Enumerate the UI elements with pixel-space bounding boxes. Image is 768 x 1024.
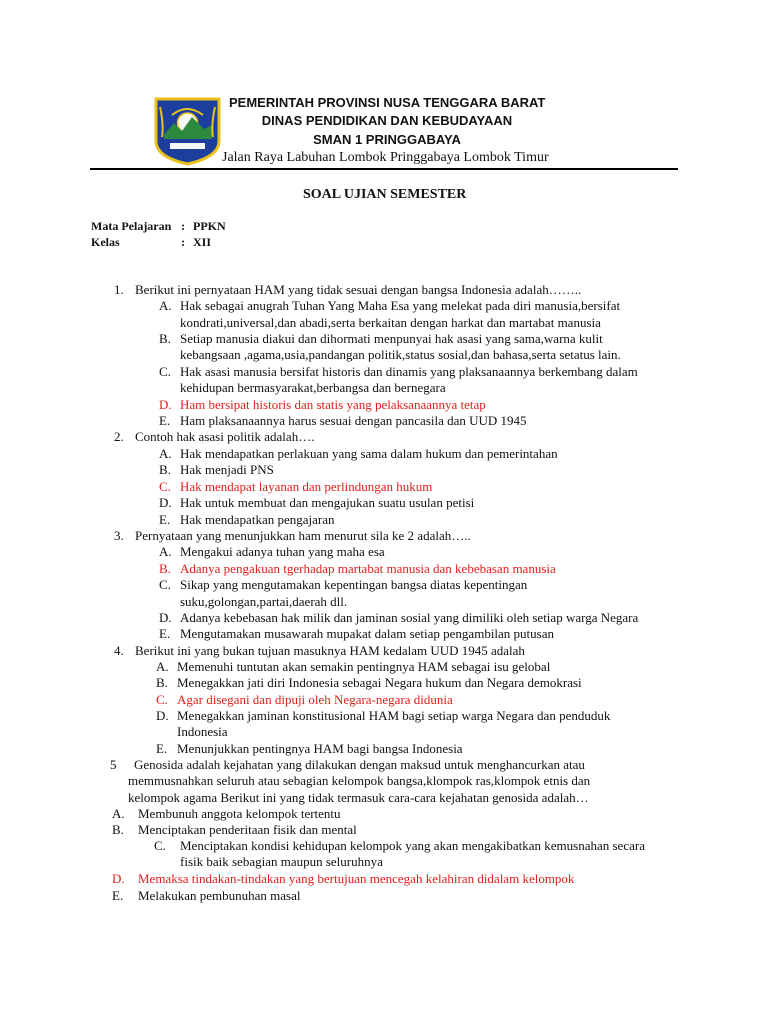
correct-option-text: Agar disegani dan dipuji oleh Negara-negara didunia <box>177 692 453 707</box>
option-letter: C. <box>154 838 166 853</box>
option-text: kondrati,universal,dan abadi,serta berkaitan dengan harkat dan martabat manusia <box>180 315 601 330</box>
option-letter: A. <box>156 659 169 674</box>
correct-option-letter: C. <box>156 692 168 707</box>
page-title: SOAL UJIAN SEMESTER <box>303 187 467 202</box>
question-number: 1. <box>114 282 124 297</box>
option-letter: D. <box>159 610 172 625</box>
option-text: Hak asasi manusia bersifat historis dan dinamis yang plaksanaannya berkembang dalam <box>180 364 638 379</box>
question-text: Contoh hak asasi politik adalah…. <box>135 429 315 444</box>
option-text: Mengutamakan musawarah mupakat dalam setiap pengambilan putusan <box>180 626 554 641</box>
subject-value: PPKN <box>193 219 226 233</box>
class-label: Kelas <box>91 235 120 249</box>
option-text: Membunuh anggota kelompok tertentu <box>138 806 341 821</box>
question-text: kelompok agama Berikut ini yang tidak termasuk cara-cara kejahatan genosida adalah… <box>128 790 589 805</box>
correct-option-text: Adanya pengakuan tgerhadap martabat manusia dan kebebasan manusia <box>180 561 556 576</box>
correct-option-letter: D. <box>112 871 125 886</box>
option-letter: C. <box>159 577 171 592</box>
header-school: SMAN 1 PRINGGABAYA <box>313 132 461 147</box>
option-text: Memenuhi tuntutan akan semakin pentingnya HAM sebagai isu gelobal <box>177 659 551 674</box>
option-letter: D. <box>156 708 169 723</box>
option-text: kehidupan bermasyarakat,berbangsa dan bernegara <box>180 380 446 395</box>
option-text: Adanya kebebasan hak milik dan jaminan sosial yang dimiliki oleh setiap warga Negara <box>180 610 639 625</box>
question-number: 4. <box>114 643 124 658</box>
header-province: PEMERINTAH PROVINSI NUSA TENGGARA BARAT <box>229 95 546 110</box>
correct-option-letter: D. <box>159 397 172 412</box>
question-text: Genosida adalah kejahatan yang dilakukan dengan maksud untuk menghancurkan atau <box>134 757 585 772</box>
option-text: Indonesia <box>177 724 228 739</box>
header-department: DINAS PENDIDIKAN DAN KEBUDAYAAN <box>261 113 513 128</box>
option-letter: A. <box>159 298 172 313</box>
option-letter: B. <box>159 462 171 477</box>
correct-option-text: Ham bersipat historis dan statis yang pelaksanaannya tetap <box>180 397 486 412</box>
option-text: Menunjukkan pentingnya HAM bagi bangsa Indonesia <box>177 741 463 756</box>
question-text: memmusnahkan seluruh atau sebagian kelompok bangsa,klompok ras,klompok etnis dan <box>128 773 591 788</box>
option-text: Menegakkan jati diri Indonesia sebagai Negara hukum dan Negara demokrasi <box>177 675 582 690</box>
option-text: Melakukan pembunuhan masal <box>138 888 301 903</box>
correct-option-letter: C. <box>159 479 171 494</box>
option-letter: E. <box>159 413 171 428</box>
option-text: Menegakkan jaminan konstitusional HAM bagi setiap warga Negara dan penduduk <box>177 708 611 723</box>
option-text: Menciptakan kondisi kehidupan kelompok yang akan mengakibatkan kemusnahan secara <box>180 838 645 853</box>
option-text: Sikap yang mengutamakan kepentingan bangsa diatas kepentingan <box>180 577 528 592</box>
option-letter: A. <box>159 446 172 461</box>
option-letter: C. <box>159 364 171 379</box>
class-value: XII <box>193 235 212 249</box>
option-letter: A. <box>112 806 125 821</box>
correct-option-letter: B. <box>159 561 171 576</box>
option-text: kebangsaan ,agama,usia,pandangan politik,status sosial,dan bahasa,serta setatus lain. <box>180 347 621 362</box>
question-text: Berikut ini yang bukan tujuan masuknya HAM kedalam UUD 1945 adalah <box>135 643 525 658</box>
option-letter: E. <box>156 741 168 756</box>
header-divider <box>90 168 678 170</box>
option-letter: E. <box>159 512 171 527</box>
option-letter: D. <box>159 495 172 510</box>
correct-option-text: Hak mendapat layanan dan perlindungan hukum <box>180 479 433 494</box>
question-number: 3. <box>114 528 124 543</box>
question-number: 2. <box>114 429 124 444</box>
question-text: Pernyataan yang menunjukkan ham menurut sila ke 2 adalah….. <box>135 528 471 543</box>
correct-option-text: Memaksa tindakan-tindakan yang bertujuan mencegah kelahiran didalam kelompok <box>138 871 575 886</box>
option-text: Menciptakan penderitaan fisik dan mental <box>138 822 357 837</box>
option-text: fisik baik sebagian maupun seluruhnya <box>180 854 383 869</box>
option-text: Hak menjadi PNS <box>180 462 274 477</box>
subject-label: Mata Pelajaran <box>91 219 172 233</box>
option-letter: E. <box>112 888 124 903</box>
question-text: Berikut ini pernyataan HAM yang tidak sesuai dengan bangsa Indonesia adalah…….. <box>135 282 582 297</box>
option-letter: B. <box>112 822 124 837</box>
question-number: 5 <box>110 757 117 772</box>
option-text: Hak sebagai anugrah Tuhan Yang Maha Esa yang melekat pada diri manusia,bersifat <box>180 298 621 313</box>
option-text: Ham plaksanaannya harus sesuai dengan pancasila dan UUD 1945 <box>180 413 527 428</box>
option-text: Hak untuk membuat dan mengajukan suatu usulan petisi <box>180 495 475 510</box>
option-letter: B. <box>159 331 171 346</box>
subject-separator: : <box>181 219 185 233</box>
provincial-emblem-logo <box>152 95 223 166</box>
option-text: suku,golongan,partai,daerah dll. <box>180 594 348 609</box>
option-text: Hak mendapatkan pengajaran <box>180 512 335 527</box>
option-letter: A. <box>159 544 172 559</box>
option-text: Mengakui adanya tuhan yang maha esa <box>180 544 385 559</box>
header-address: Jalan Raya Labuhan Lombok Pringgabaya Lombok Timur <box>222 150 549 165</box>
option-text: Hak mendapatkan perlakuan yang sama dalam hukum dan pemerintahan <box>180 446 558 461</box>
class-separator: : <box>181 235 185 249</box>
option-text: Setiap manusia diakui dan dihormati menpunyai hak asasi yang sama,warna kulit <box>180 331 603 346</box>
option-letter: E. <box>159 626 171 641</box>
option-letter: B. <box>156 675 168 690</box>
